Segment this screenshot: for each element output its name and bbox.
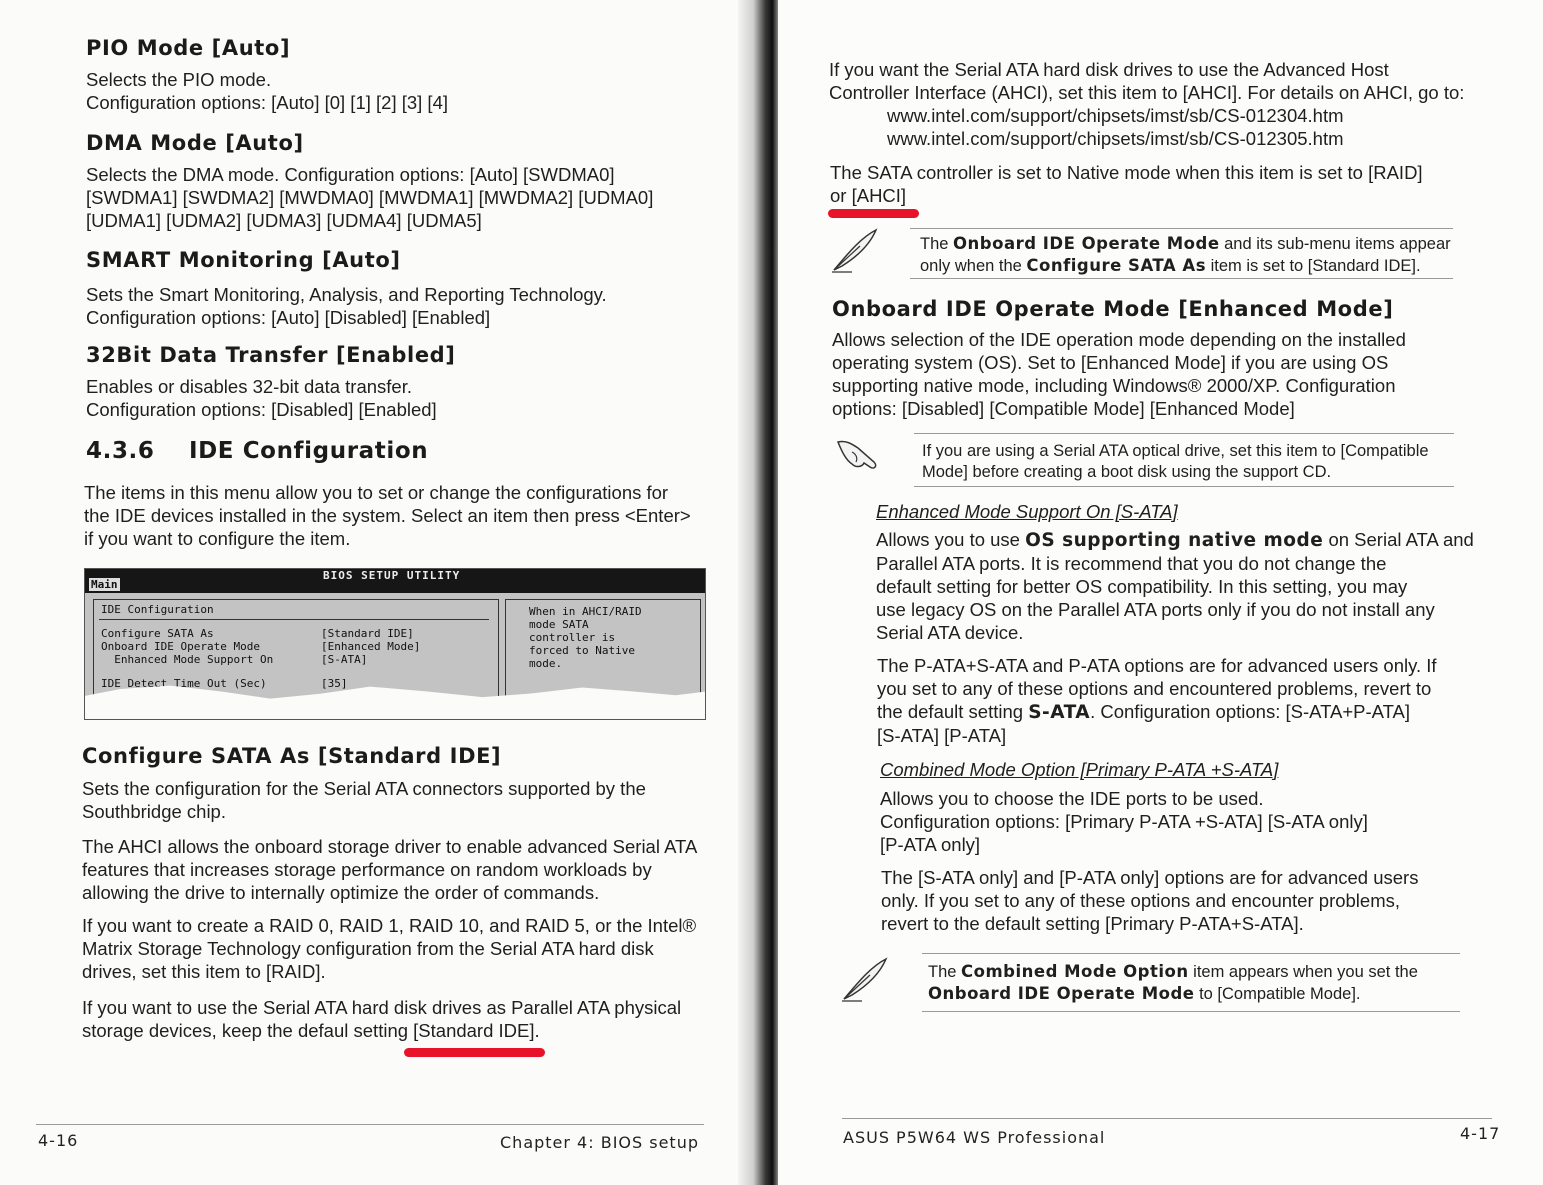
enhanced-mode-advanced <box>877 654 1437 747</box>
footer-product: ASUS P5W64 WS Professional <box>843 1128 1106 1147</box>
combined-mode-advanced <box>881 866 1418 935</box>
bios-item-label: Configure SATA As <box>101 627 214 640</box>
operate-mode-body <box>832 328 1406 420</box>
configure-sata-para1 <box>82 777 646 823</box>
pointing-hand-icon <box>834 436 884 472</box>
text-span: The <box>920 235 954 253</box>
book-spine <box>738 0 782 1185</box>
text-line: you set to any of these options and encountered problems, revert to <box>877 678 1432 699</box>
feather-pen-icon <box>840 955 890 1003</box>
enhanced-mode-body <box>876 528 1474 644</box>
section-title: IDE Configuration <box>188 438 429 464</box>
text-line: Southbridge chip. <box>82 801 226 822</box>
text-line: default setting for better OS compatibility. In this setting, you may <box>876 576 1408 597</box>
bios-help-line: mode SATA <box>529 618 589 631</box>
bios-item-label: Enhanced Mode Support On <box>101 653 274 666</box>
url-text: www.intel.com/support/chipsets/imst/sb/CS-012304.htm <box>887 105 1344 126</box>
footer-rule <box>842 1118 1492 1119</box>
text-line: Allows you to choose the IDE ports to be used. <box>880 788 1264 809</box>
note-rule <box>922 953 1460 954</box>
operate-mode-heading: Onboard IDE Operate Mode [Enhanced Mode] <box>832 297 1394 321</box>
text-line: Configuration options: [Auto] [Disabled] [Enabled] <box>86 307 491 328</box>
text-line: Allows selection of the IDE operation mode depending on the installed <box>832 329 1406 350</box>
text-span: Onboard IDE Operate Mode <box>953 234 1220 253</box>
text-span: . Configuration options: [S-ATA+P-ATA] <box>1090 701 1411 722</box>
text-line: Serial ATA device. <box>876 622 1024 643</box>
text-line: Selects the DMA mode. Configuration options: [Auto] [SWDMA0] <box>86 164 615 185</box>
section-heading <box>86 438 428 464</box>
text-line: Configuration options: [Auto] [0] [1] [2] [3] [4] <box>86 92 448 113</box>
text-line: Matrix Storage Technology configuration from the Serial ATA hard disk <box>82 938 654 959</box>
bios-item-value: [S-ATA] <box>321 653 368 666</box>
url-text: www.intel.com/support/chipsets/imst/sb/CS-012305.htm <box>887 128 1344 149</box>
text-span: on Serial ATA and <box>1323 529 1474 550</box>
configure-sata-heading: Configure SATA As [Standard IDE] <box>82 744 502 768</box>
footer-page-number: 4-17 <box>1460 1124 1501 1143</box>
text-line: [UDMA1] [UDMA2] [UDMA3] [UDMA4] [UDMA5] <box>86 210 482 231</box>
bios-help-line: forced to Native <box>529 644 635 657</box>
smart-heading: SMART Monitoring [Auto] <box>86 248 401 272</box>
text-line: [S-ATA] [P-ATA] <box>877 725 1007 746</box>
note-rule <box>914 486 1454 487</box>
bios-item-label: IDE Detect Time Out (Sec) <box>101 677 267 690</box>
bios-tab-main: Main <box>91 578 118 591</box>
section-number: 4.3.6 <box>86 438 155 464</box>
text-line: If you want to use the Serial ATA hard disk drives as Parallel ATA physical <box>82 997 682 1018</box>
text-line: The [S-ATA only] and [P-ATA only] options are for advanced users <box>881 867 1419 888</box>
text-line: [P-ATA only] <box>880 834 981 855</box>
combined-mode-body <box>880 787 1368 856</box>
note-optical-drive <box>922 441 1429 483</box>
text-line: The P-ATA+S-ATA and P-ATA options are for advanced users only. If <box>877 655 1437 676</box>
bit32-heading: 32Bit Data Transfer [Enabled] <box>86 343 456 367</box>
text-line: The items in this menu allow you to set or change the configurations for <box>84 482 669 503</box>
footer-rule <box>36 1124 704 1125</box>
text-line: [SWDMA1] [SWDMA2] [MWDMA0] [MWDMA1] [MWDMA2] [UDMA0] <box>86 187 654 208</box>
red-underline-mark <box>404 1048 545 1057</box>
text-span: item is set to [Standard IDE]. <box>1206 257 1421 275</box>
text-line: operating system (OS). Set to [Enhanced Mode] if you are using OS <box>832 352 1389 373</box>
configure-sata-para2 <box>82 835 697 904</box>
dma-heading: DMA Mode [Auto] <box>86 131 304 155</box>
text-line: use legacy OS on the Parallel ATA ports only if you do not install any <box>876 599 1435 620</box>
text-line: Controller Interface (AHCI), set this item to [AHCI]. For details on AHCI, go to: <box>829 82 1465 103</box>
bios-title: BIOS SETUP UTILITY <box>323 569 461 582</box>
combined-mode-subheading: Combined Mode Option [Primary P-ATA +S-ATA] <box>880 759 1279 780</box>
smart-body <box>86 283 607 329</box>
enhanced-mode-subheading: Enhanced Mode Support On [S-ATA] <box>876 501 1178 522</box>
left-page <box>0 0 750 1185</box>
text-span: Onboard IDE Operate Mode <box>928 984 1195 1003</box>
bios-item-value: [35] <box>321 677 348 690</box>
note-rule <box>910 228 1453 229</box>
text-span: only when the <box>920 257 1027 275</box>
text-span: item appears when you set the <box>1188 963 1418 981</box>
bit32-body <box>86 375 437 421</box>
note-rule <box>914 433 1454 434</box>
text-span: OS supporting native mode <box>1025 530 1324 551</box>
configure-sata-para4 <box>82 996 681 1042</box>
pio-body <box>86 68 448 114</box>
text-line: Enables or disables 32-bit data transfer. <box>86 376 412 397</box>
text-span: Configure SATA As <box>1026 256 1207 275</box>
text-span: and its sub-menu items appear <box>1219 235 1451 253</box>
right-page <box>778 0 1543 1185</box>
text-line: supporting native mode, including Windows® 2000/XP. Configuration <box>832 375 1396 396</box>
bios-divider <box>99 619 489 620</box>
native-mode-para <box>830 161 1423 207</box>
note-rule <box>922 1011 1460 1012</box>
text-line: Parallel ATA ports. It is recommend that you do not change the <box>876 553 1387 574</box>
text-line: The SATA controller is set to Native mode when this item is set to [RAID] <box>830 162 1423 183</box>
note-combined-mode <box>928 961 1418 1005</box>
bios-item-value: [Standard IDE] <box>321 627 414 640</box>
configure-sata-para3 <box>82 914 696 983</box>
text-line: or [AHCI] <box>830 185 907 206</box>
text-line: If you are using a Serial ATA optical drive, set this item to [Compatible <box>922 442 1429 460</box>
text-line: Selects the PIO mode. <box>86 69 272 90</box>
text-line: Mode] before creating a boot disk using the support CD. <box>922 463 1332 481</box>
text-line: Sets the configuration for the Serial ATA connectors supported by the <box>82 778 646 799</box>
pio-heading: PIO Mode [Auto] <box>86 36 291 60</box>
bios-title-bar <box>85 569 705 593</box>
text-line: revert to the default setting [Primary P-ATA+S-ATA]. <box>881 913 1304 934</box>
bios-item-label: Onboard IDE Operate Mode <box>101 640 260 653</box>
text-line: Configuration options: [Primary P-ATA +S-ATA] [S-ATA only] <box>880 811 1368 832</box>
text-line: if you want to configure the item. <box>84 528 351 549</box>
bios-item-value: [Enhanced Mode] <box>321 640 421 653</box>
text-span: to [Compatible Mode]. <box>1194 985 1361 1003</box>
bios-help-line: mode. <box>529 657 563 670</box>
text-span: the default setting <box>877 701 1029 722</box>
bios-help-line: controller is <box>529 631 616 644</box>
text-line: features that increases storage performance on random workloads by <box>82 859 652 880</box>
footer-page-number: 4-16 <box>38 1131 79 1150</box>
footer-chapter: Chapter 4: BIOS setup <box>500 1133 699 1152</box>
text-line: Configuration options: [Disabled] [Enabled] <box>86 399 437 420</box>
ahci-para <box>829 58 1464 150</box>
text-line: options: [Disabled] [Compatible Mode] [Enhanced Mode] <box>832 398 1295 419</box>
red-underline-mark <box>828 209 919 218</box>
text-line: If you want to create a RAID 0, RAID 1, RAID 10, and RAID 5, or the Intel® <box>82 915 697 936</box>
text-span: S-ATA <box>1028 702 1091 723</box>
bios-screenshot <box>84 568 706 720</box>
text-line: the IDE devices installed in the system. Select an item then press <Enter> <box>84 505 691 526</box>
text-line: If you want the Serial ATA hard disk drives to use the Advanced Host <box>829 59 1389 80</box>
text-line: only. If you set to any of these options and encounter problems, <box>881 890 1401 911</box>
text-line: drives, set this item to [RAID]. <box>82 961 326 982</box>
text-span: The <box>928 963 962 981</box>
feather-pen-icon <box>830 226 880 274</box>
note-operate-mode <box>920 233 1451 277</box>
text-span: Allows you to use <box>876 529 1026 550</box>
text-line: storage devices, keep the defaul setting [Standard IDE]. <box>82 1020 540 1041</box>
bios-help-line: When in AHCI/RAID <box>529 605 642 618</box>
text-span: Combined Mode Option <box>961 962 1189 981</box>
dma-body <box>86 163 653 232</box>
section-intro <box>84 481 691 550</box>
note-rule <box>910 278 1453 279</box>
bios-panel-title: IDE Configuration <box>101 603 214 616</box>
text-line: Sets the Smart Monitoring, Analysis, and Reporting Technology. <box>86 284 607 305</box>
text-line: The AHCI allows the onboard storage driver to enable advanced Serial ATA <box>82 836 698 857</box>
text-line: allowing the drive to internally optimize the order of commands. <box>82 882 600 903</box>
